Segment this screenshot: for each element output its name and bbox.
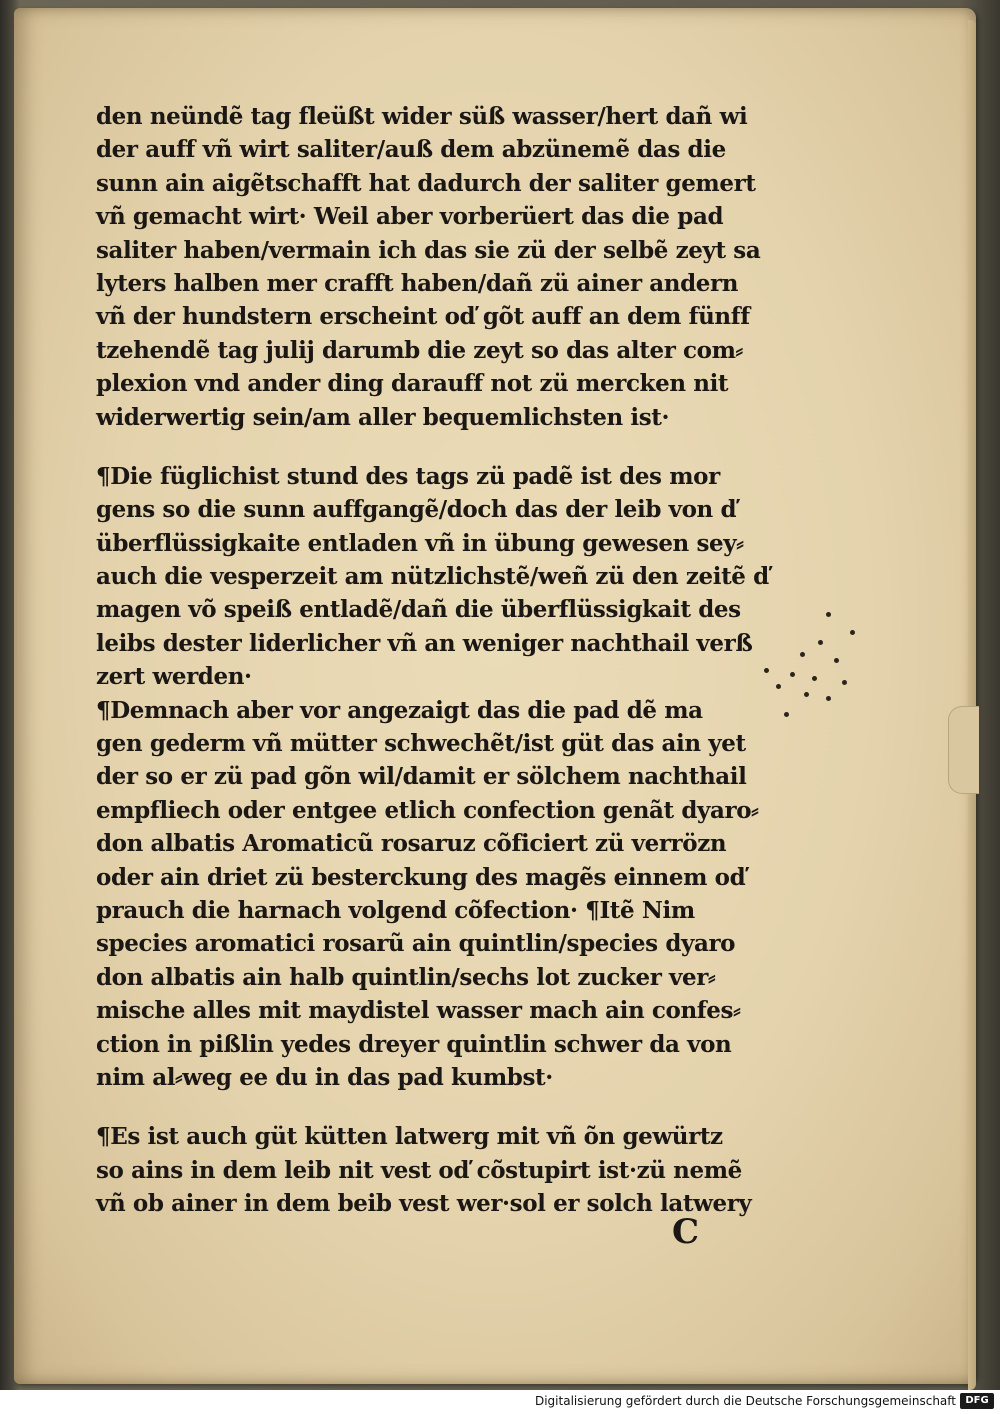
text-line: ¶Es ist auch güt kütten latwerg mit vñ õn gewürtz (96, 1123, 723, 1151)
text-line: vñ der hundstern erscheint oď gõt auff an dem fünff (96, 303, 750, 331)
paragraph-4 (96, 1120, 776, 1220)
text-line: saliter haben/vermain ich das sie zü der selbẽ zeyt sa (96, 236, 761, 264)
footer-credit: Digitalisierung gefördert durch die Deutsche Forschungsgemeinschaft (534, 1394, 956, 1408)
text-line: don albatis Aromaticũ rosaruz cõficiert zü verrözn (96, 830, 727, 858)
text-line: prauch die harnach volgend cõfection· ¶Itẽ Nim (96, 896, 695, 924)
ink-spatter (842, 680, 847, 685)
ink-spatter (812, 676, 817, 681)
text-line: magen võ speiß entladẽ/dañ die überflüssigkait des (96, 596, 741, 624)
paragraph-2 (96, 460, 776, 694)
text-line: empfliech oder entgee etlich confection genãt dyaro⸗ (96, 796, 759, 824)
paragraph-gap (96, 434, 776, 460)
text-line: gen gederm vñ mütter schwechẽt/ist güt das ain yet (96, 730, 746, 758)
text-line: vñ ob ainer in dem beib vest wer·sol er solch latwery (96, 1190, 752, 1218)
ink-spatter (800, 652, 805, 657)
text-line: plexion vnd ander ding darauff not zü mercken nit (96, 370, 729, 398)
paragraph-3 (96, 694, 776, 1095)
ink-spatter (850, 630, 855, 635)
text-line: mische alles mit maydistel wasser mach ain confes⸗ (96, 997, 741, 1025)
text-line: ¶Demnach aber vor angezaigt das die pad dẽ ma (96, 696, 703, 724)
text-line: species aromatici rosarũ ain quintlin/species dyaro (96, 930, 736, 958)
ink-spatter (834, 658, 839, 663)
text-line: tzehendẽ tag julij darumb die zeyt so das alter com⸗ (96, 336, 743, 364)
paragraph-1 (96, 100, 776, 434)
text-line: der auff vñ wirt saliter/auß dem abzünemẽ das die (96, 136, 726, 164)
text-line: lyters halben mer crafft haben/dañ zü ainer andern (96, 269, 739, 297)
page-edge (968, 20, 976, 1390)
text-line: ction in pißlin yedes dreyer quintlin schwer da von (96, 1030, 732, 1058)
ink-spatter (826, 612, 831, 617)
text-line: auch die vesperzeit am nützlichstẽ/weñ zü den zeitẽ ď (96, 563, 769, 591)
text-line: sunn ain aigẽtschafft hat dadurch der saliter gemert (96, 169, 756, 197)
ink-spatter (790, 672, 795, 677)
text-line: zert werden· (96, 663, 252, 691)
text-line: der so er zü pad gõn wil/damit er sölchem nachthail (96, 763, 747, 791)
ink-spatter (818, 640, 823, 645)
ink-spatter (764, 668, 769, 673)
text-line: don albatis ain halb quintlin/sechs lot zucker ver⸗ (96, 963, 716, 991)
text-line: überflüssigkaite entladen vñ in übung gewesen sey⸗ (96, 529, 744, 557)
page-tab-marker (948, 706, 979, 794)
ink-spatter (776, 684, 781, 689)
text-line: leibs dester liderlicher vñ an weniger nachthail verß (96, 629, 753, 657)
text-line: nim al⸗weg ee du in das pad kumbst· (96, 1063, 553, 1091)
text-line: vñ gemacht wirt· Weil aber vorberüert das die pad (96, 203, 724, 231)
text-line: so ains in dem leib nit vest oď cõstupirt ist·zü nemẽ (96, 1156, 742, 1184)
paragraph-gap (96, 1094, 776, 1120)
ink-spatter (826, 696, 831, 701)
text-line: widerwertig sein/am aller bequemlichsten ist· (96, 403, 670, 431)
dfg-logo: DFG (960, 1393, 994, 1409)
text-line: den neündẽ tag fleüßt wider süß wasser/hert dañ wi (96, 103, 748, 130)
printed-text (96, 100, 776, 1221)
text-line: ¶Die füglichist stund des tags zü padẽ ist des mor (96, 462, 720, 490)
text-line: gens so die sunn auffgangẽ/doch das der leib von ď (96, 496, 737, 524)
ink-spatter (784, 712, 789, 717)
ink-spatter (804, 692, 809, 697)
catchword: C (672, 1212, 700, 1252)
text-line: oder ain driet zü besterckung des magẽs einnem oď (96, 863, 746, 891)
